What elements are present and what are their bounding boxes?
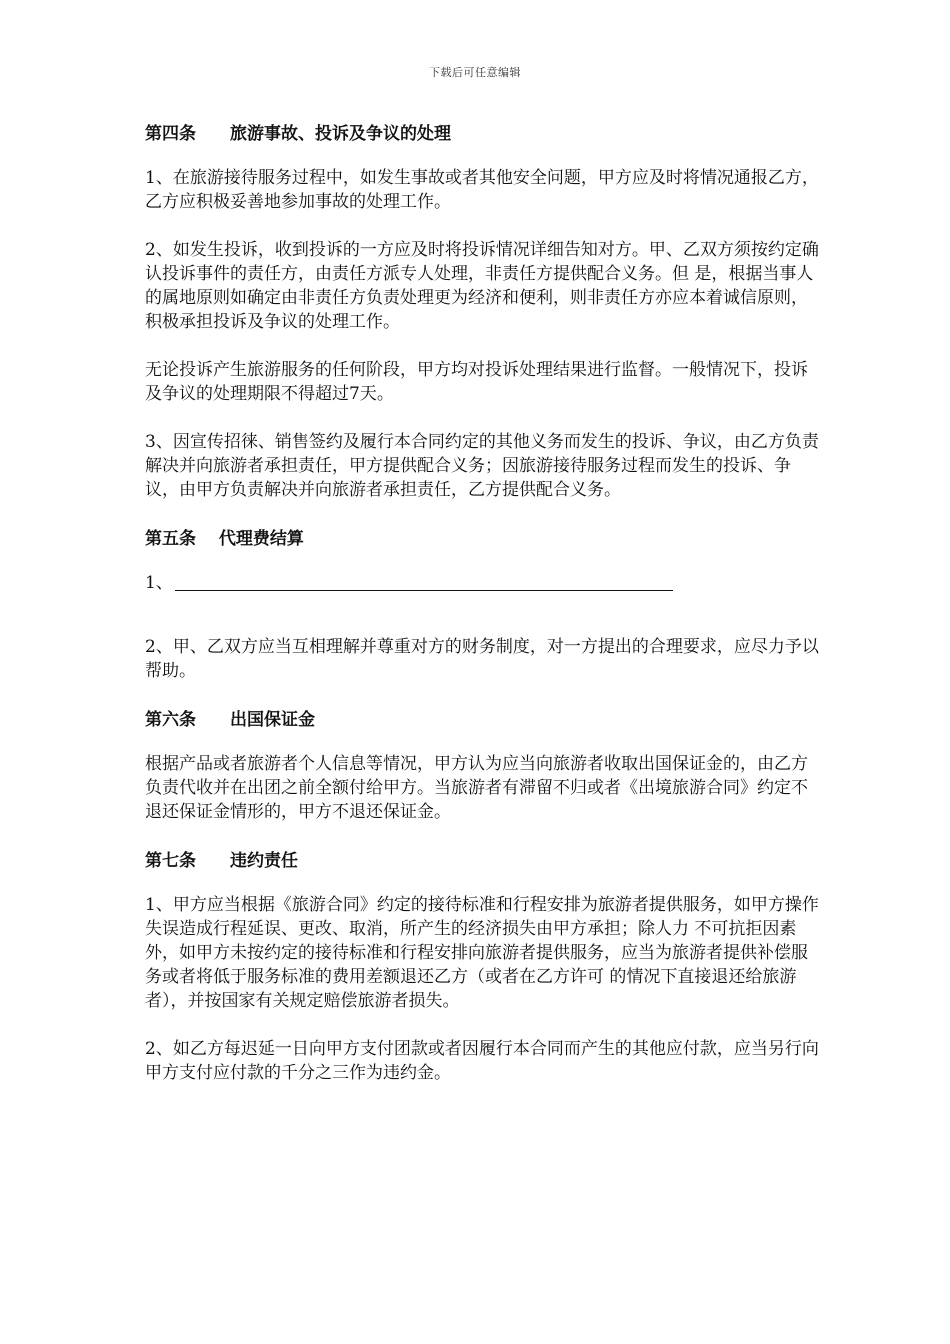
fill-in-blank-line	[175, 574, 673, 591]
article-5-paragraph-2: 2、甲、乙双方应当互相理解并尊重对方的财务制度，对一方提出的合理要求，应尽力予以帮助。	[145, 637, 819, 681]
article-5-item-1-label: 1、	[145, 573, 173, 593]
article-4-paragraph-1: 1、在旅游接待服务过程中，如发生事故或者其他安全问题，甲方应及时将情况通报乙方，乙方应积极妥善地参加事故的处理工作。	[145, 168, 819, 212]
article-5-item-1	[145, 571, 820, 595]
article-7-paragraph-1: 1、甲方应当根据《旅游合同》约定的接待标准和行程安排为旅游者提供服务，如甲方操作失误造成行程延误、更改、取消，所产生的经济损失由甲方承担；除人力 不可抗拒因素外，如甲方未按约定的接待标准和行程安排向旅游者提供服务，应当为旅游者提供补偿服务或者将低于服务标准的费用差额退还乙方（或者在乙方许可 的情况下直接退还给旅游者），并按国家有关规定赔偿旅游者损失。	[145, 895, 819, 1011]
article-7-paragraph-2: 2、如乙方每迟延一日向甲方支付团款或者因履行本合同而产生的其他应付款，应当另行向甲方支付应付款的千分之三作为违约金。	[145, 1039, 819, 1083]
article-6-paragraph-1: 根据产品或者旅游者个人信息等情况，甲方认为应当向旅游者收取出国保证金的，由乙方负责代收并在出团之前全额付给甲方。当旅游者有滞留不归或者《出境旅游合同》约定不退还保证金情形的，甲方不退还保证金。	[145, 754, 808, 822]
header-note: 下载后可任意编辑	[429, 66, 521, 79]
article-6-heading: 第六条 出国保证金	[145, 710, 315, 730]
document-body	[145, 121, 820, 1109]
article-4-paragraph-2: 2、如发生投诉，收到投诉的一方应及时将投诉情况详细告知对方。甲、乙双方须按约定确认投诉事件的责任方，由责任方派专人处理，非责任方提供配合义务。但 是，根据当事人的属地原则如确定由非责任方负责处理更为经济和便利，则非责任方亦应本着诚信原则，积极承担投诉及争议的处理工作。	[145, 240, 819, 332]
article-4-paragraph-4: 3、因宣传招徕、销售签约及履行本合同约定的其他义务而发生的投诉、争议，由乙方负责解决并向旅游者承担责任，甲方提供配合义务；因旅游接待服务过程而发生的投诉、争议，由甲方负责解决并向旅游者承担责任，乙方提供配合义务。	[145, 432, 819, 500]
article-5-heading: 第五条 代理费结算	[145, 529, 304, 549]
article-4-heading: 第四条 旅游事故、投诉及争议的处理	[145, 124, 451, 144]
article-7-heading: 第七条 违约责任	[145, 851, 298, 871]
article-4-paragraph-3: 无论投诉产生旅游服务的任何阶段，甲方均对投诉处理结果进行监督。一般情况下，投诉及争议的处理期限不得超过7天。	[145, 360, 808, 404]
